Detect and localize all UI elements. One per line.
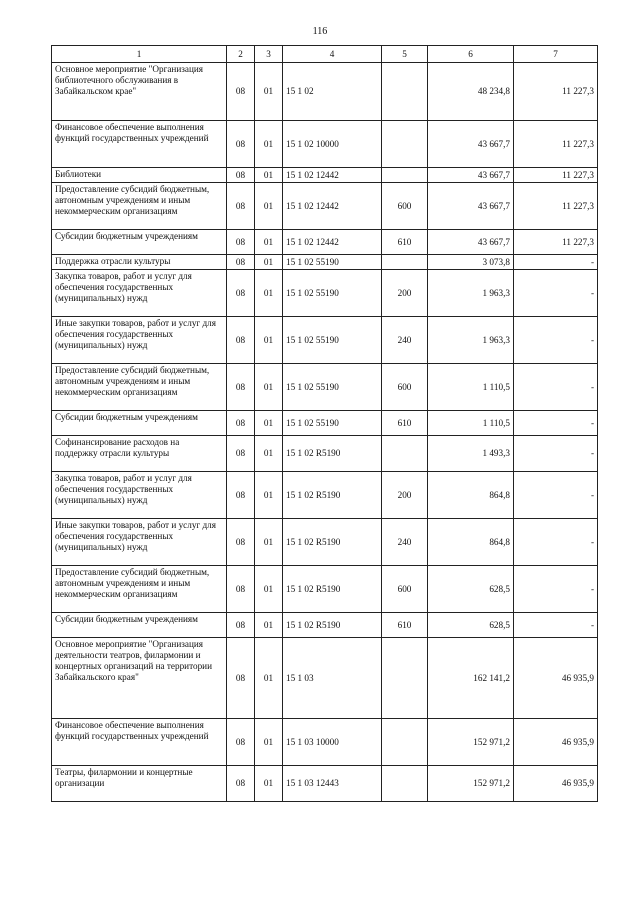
row-amount-1: 628,5 [428, 613, 514, 638]
row-subsection: 01 [255, 317, 283, 364]
row-amount-2: 46 935,9 [514, 638, 598, 719]
row-expense-type: 200 [382, 472, 428, 519]
row-section: 08 [227, 566, 255, 613]
row-expense-type [382, 719, 428, 766]
row-target-code: 15 1 02 55190 [283, 255, 382, 270]
row-subsection: 01 [255, 255, 283, 270]
row-amount-2: - [514, 566, 598, 613]
row-target-code: 15 1 02 55190 [283, 364, 382, 411]
row-section: 08 [227, 121, 255, 168]
row-expense-type: 600 [382, 364, 428, 411]
row-name: Финансовое обеспечение выполнения функций государственных учреждений [52, 121, 227, 168]
row-expense-type: 610 [382, 230, 428, 255]
row-name: Театры, филармонии и концертные организации [52, 766, 227, 802]
table-row [52, 255, 598, 270]
row-amount-2: - [514, 317, 598, 364]
row-section: 08 [227, 519, 255, 566]
row-name: Субсидии бюджетным учреждениям [52, 613, 227, 638]
row-amount-1: 628,5 [428, 566, 514, 613]
row-subsection: 01 [255, 183, 283, 230]
row-subsection: 01 [255, 168, 283, 183]
page-number: 116 [312, 26, 328, 37]
row-amount-1: 162 141,2 [428, 638, 514, 719]
row-subsection: 01 [255, 472, 283, 519]
table-row [52, 566, 598, 613]
row-name: Иные закупки товаров, работ и услуг для обеспечения государственных (муниципальных) нужд [52, 519, 227, 566]
row-subsection: 01 [255, 566, 283, 613]
row-target-code: 15 1 03 10000 [283, 719, 382, 766]
column-header: 5 [382, 46, 428, 63]
row-amount-2: 46 935,9 [514, 719, 598, 766]
column-header: 3 [255, 46, 283, 63]
row-subsection: 01 [255, 766, 283, 802]
row-section: 08 [227, 719, 255, 766]
row-name: Закупка товаров, работ и услуг для обеспечения государственных (муниципальных) нужд [52, 472, 227, 519]
row-section: 08 [227, 638, 255, 719]
column-header: 1 [52, 46, 227, 63]
row-expense-type [382, 638, 428, 719]
table-header-row [52, 46, 598, 63]
table-row [52, 183, 598, 230]
row-name: Иные закупки товаров, работ и услуг для обеспечения государственных (муниципальных) нужд [52, 317, 227, 364]
row-section: 08 [227, 613, 255, 638]
row-subsection: 01 [255, 270, 283, 317]
row-subsection: 01 [255, 230, 283, 255]
table-row [52, 613, 598, 638]
row-amount-2: - [514, 472, 598, 519]
row-amount-1: 1 963,3 [428, 270, 514, 317]
row-target-code: 15 1 02 10000 [283, 121, 382, 168]
row-section: 08 [227, 364, 255, 411]
row-section: 08 [227, 270, 255, 317]
column-header: 2 [227, 46, 255, 63]
table-row [52, 270, 598, 317]
row-amount-1: 43 667,7 [428, 168, 514, 183]
row-amount-1: 152 971,2 [428, 766, 514, 802]
row-amount-2: - [514, 519, 598, 566]
row-amount-1: 152 971,2 [428, 719, 514, 766]
row-target-code: 15 1 02 [283, 63, 382, 121]
row-amount-1: 1 110,5 [428, 411, 514, 436]
table-row [52, 121, 598, 168]
row-expense-type [382, 766, 428, 802]
row-target-code: 15 1 02 R5190 [283, 436, 382, 472]
row-amount-2: 11 227,3 [514, 121, 598, 168]
row-target-code: 15 1 02 12442 [283, 168, 382, 183]
table-row [52, 472, 598, 519]
row-target-code: 15 1 02 12442 [283, 230, 382, 255]
row-amount-1: 864,8 [428, 472, 514, 519]
row-section: 08 [227, 411, 255, 436]
row-section: 08 [227, 436, 255, 472]
row-section: 08 [227, 317, 255, 364]
row-expense-type [382, 121, 428, 168]
row-target-code: 15 1 02 R5190 [283, 613, 382, 638]
row-name: Предоставление субсидий бюджетным, автономным учреждениям и иным некоммерческим организациям [52, 183, 227, 230]
row-name: Закупка товаров, работ и услуг для обеспечения государственных (муниципальных) нужд [52, 270, 227, 317]
table-row [52, 411, 598, 436]
row-section: 08 [227, 766, 255, 802]
row-subsection: 01 [255, 411, 283, 436]
row-subsection: 01 [255, 121, 283, 168]
row-amount-2: - [514, 270, 598, 317]
row-expense-type: 600 [382, 183, 428, 230]
row-expense-type: 600 [382, 566, 428, 613]
table-row [52, 719, 598, 766]
row-name: Финансовое обеспечение выполнения функций государственных учреждений [52, 719, 227, 766]
row-amount-2: - [514, 364, 598, 411]
row-subsection: 01 [255, 613, 283, 638]
row-amount-1: 43 667,7 [428, 121, 514, 168]
row-name: Основное мероприятие "Организация библиотечного обслуживания в Забайкальском крае" [52, 63, 227, 121]
row-name: Предоставление субсидий бюджетным, автономным учреждениям и иным некоммерческим организациям [52, 364, 227, 411]
row-target-code: 15 1 02 R5190 [283, 519, 382, 566]
row-expense-type: 200 [382, 270, 428, 317]
row-amount-2: - [514, 436, 598, 472]
row-expense-type: 240 [382, 519, 428, 566]
row-section: 08 [227, 168, 255, 183]
row-subsection: 01 [255, 63, 283, 121]
table-row [52, 168, 598, 183]
row-name: Субсидии бюджетным учреждениям [52, 411, 227, 436]
table-row [52, 230, 598, 255]
row-amount-2: - [514, 255, 598, 270]
row-amount-1: 43 667,7 [428, 230, 514, 255]
row-expense-type [382, 255, 428, 270]
row-target-code: 15 1 03 [283, 638, 382, 719]
row-amount-1: 43 667,7 [428, 183, 514, 230]
row-section: 08 [227, 63, 255, 121]
row-section: 08 [227, 183, 255, 230]
row-expense-type [382, 63, 428, 121]
row-subsection: 01 [255, 519, 283, 566]
row-amount-1: 1 493,3 [428, 436, 514, 472]
row-subsection: 01 [255, 364, 283, 411]
row-target-code: 15 1 02 55190 [283, 317, 382, 364]
column-header: 4 [283, 46, 382, 63]
row-section: 08 [227, 255, 255, 270]
row-amount-1: 1 110,5 [428, 364, 514, 411]
row-expense-type: 610 [382, 411, 428, 436]
row-amount-1: 864,8 [428, 519, 514, 566]
row-section: 08 [227, 472, 255, 519]
table-row [52, 519, 598, 566]
table-row [52, 638, 598, 719]
column-header: 6 [428, 46, 514, 63]
table-row [52, 317, 598, 364]
table-row [52, 364, 598, 411]
row-target-code: 15 1 02 55190 [283, 270, 382, 317]
row-name: Поддержка отрасли культуры [52, 255, 227, 270]
row-name: Субсидии бюджетным учреждениям [52, 230, 227, 255]
table-row [52, 436, 598, 472]
row-amount-2: - [514, 613, 598, 638]
row-expense-type [382, 168, 428, 183]
row-subsection: 01 [255, 436, 283, 472]
row-target-code: 15 1 02 55190 [283, 411, 382, 436]
column-header: 7 [514, 46, 598, 63]
row-expense-type [382, 436, 428, 472]
row-amount-2: 11 227,3 [514, 183, 598, 230]
row-amount-2: 11 227,3 [514, 63, 598, 121]
row-amount-1: 48 234,8 [428, 63, 514, 121]
row-target-code: 15 1 02 R5190 [283, 472, 382, 519]
row-target-code: 15 1 03 12443 [283, 766, 382, 802]
row-name: Софинансирование расходов на поддержку отрасли культуры [52, 436, 227, 472]
row-amount-2: - [514, 411, 598, 436]
table-row [52, 63, 598, 121]
row-subsection: 01 [255, 719, 283, 766]
row-amount-1: 3 073,8 [428, 255, 514, 270]
row-target-code: 15 1 02 12442 [283, 183, 382, 230]
table-row [52, 766, 598, 802]
row-section: 08 [227, 230, 255, 255]
row-name: Библиотеки [52, 168, 227, 183]
row-expense-type: 240 [382, 317, 428, 364]
row-amount-2: 46 935,9 [514, 766, 598, 802]
row-amount-1: 1 963,3 [428, 317, 514, 364]
row-name: Предоставление субсидий бюджетным, автономным учреждениям и иным некоммерческим организациям [52, 566, 227, 613]
row-target-code: 15 1 02 R5190 [283, 566, 382, 613]
row-name: Основное мероприятие "Организация деятельности театров, филармонии и концертных организаций на территории Забайкальского края" [52, 638, 227, 719]
row-subsection: 01 [255, 638, 283, 719]
row-amount-2: 11 227,3 [514, 230, 598, 255]
budget-table [51, 45, 598, 802]
row-expense-type: 610 [382, 613, 428, 638]
row-amount-2: 11 227,3 [514, 168, 598, 183]
